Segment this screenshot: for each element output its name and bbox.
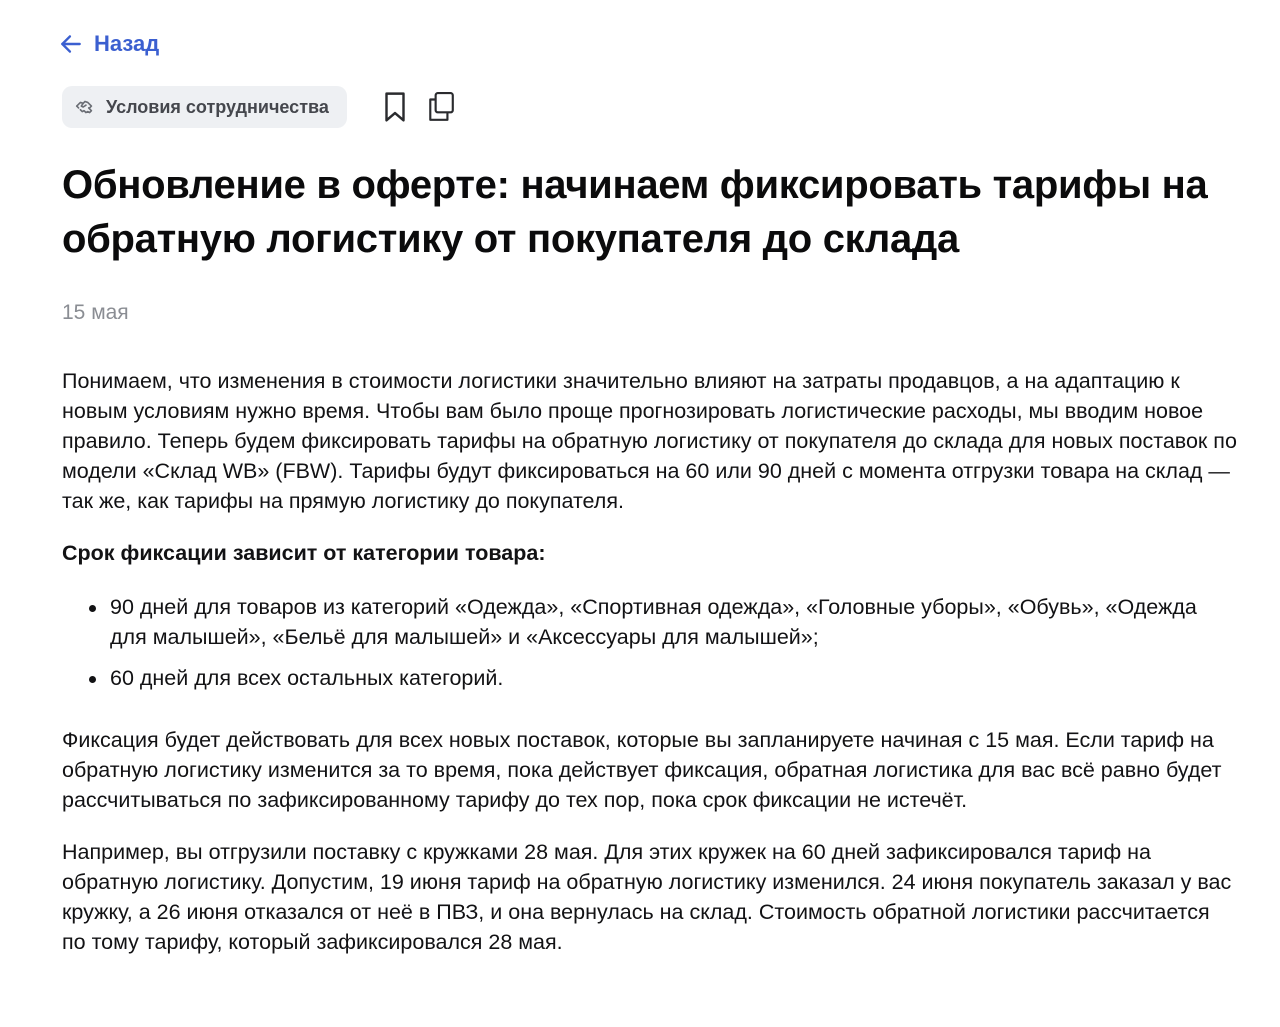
handshake-icon	[74, 96, 96, 118]
article-paragraph: Например, вы отгрузили поставку с кружками 28 мая. Для этих кружек на 60 дней зафиксировался тариф на обратную логистику. Допустим, 19 июня тариф на обратную логистику изменился. 24 июня покупатель заказал у вас кружку, а 26 июня отказался от неё в ПВЗ, и она вернулась на склад. Стоимость обратной логистики рассчитается по тому тарифу, который зафиксировался 28 мая.	[62, 840, 1232, 954]
article-subhead: Срок фиксации зависит от категории товара:	[62, 541, 546, 565]
list-item: 60 дней для всех остальных категорий.	[110, 663, 1238, 693]
copy-link-button[interactable]	[423, 86, 459, 128]
article-title: Обновление в оферте: начинаем фиксировать тарифы на обратную логистику от покупателя до склада	[62, 163, 1208, 261]
back-link[interactable]	[58, 31, 159, 57]
category-chip[interactable]	[62, 86, 347, 128]
article-date: 15 мая	[62, 301, 129, 324]
arrow-left-icon	[58, 31, 84, 57]
article-paragraph: Фиксация будет действовать для всех новых поставок, которые вы запланируете начиная с 15 мая. Если тариф на обратную логистику изменится за то время, пока действует фиксация, обратная логистика для вас всё равно будет рассчитываться по зафиксированному тарифу до тех пор, пока срок фиксации не истечёт.	[62, 728, 1222, 812]
bookmark-button[interactable]	[377, 86, 413, 128]
article-body	[62, 366, 1238, 979]
article-paragraph: Понимаем, что изменения в стоимости логистики значительно влияют на затраты продавцов, а на адаптацию к новым условиям нужно время. Чтобы вам было проще прогнозировать логистические расходы, мы вводим новое правило. Теперь будем фиксировать тарифы на обратную логистику от покупателя до склада для новых поставок по модели «Склад WB» (FBW). Тарифы будут фиксироваться на 60 или 90 дней с момента отгрузки товара на склад — так же, как тарифы на прямую логистику до покупателя.	[62, 369, 1237, 513]
category-label: Условия сотрудничества	[106, 96, 329, 117]
article-toolbar	[62, 86, 459, 128]
list-item: 90 дней для товаров из категорий «Одежда», «Спортивная одежда», «Головные уборы», «Обувь», «Одежда для малышей», «Бельё для малышей» и «Аксессуары для малышей»;	[110, 592, 1238, 652]
bookmark-icon	[380, 90, 410, 124]
copy-icon	[426, 90, 456, 124]
back-label: Назад	[94, 31, 160, 56]
category-terms-list	[62, 592, 1238, 693]
